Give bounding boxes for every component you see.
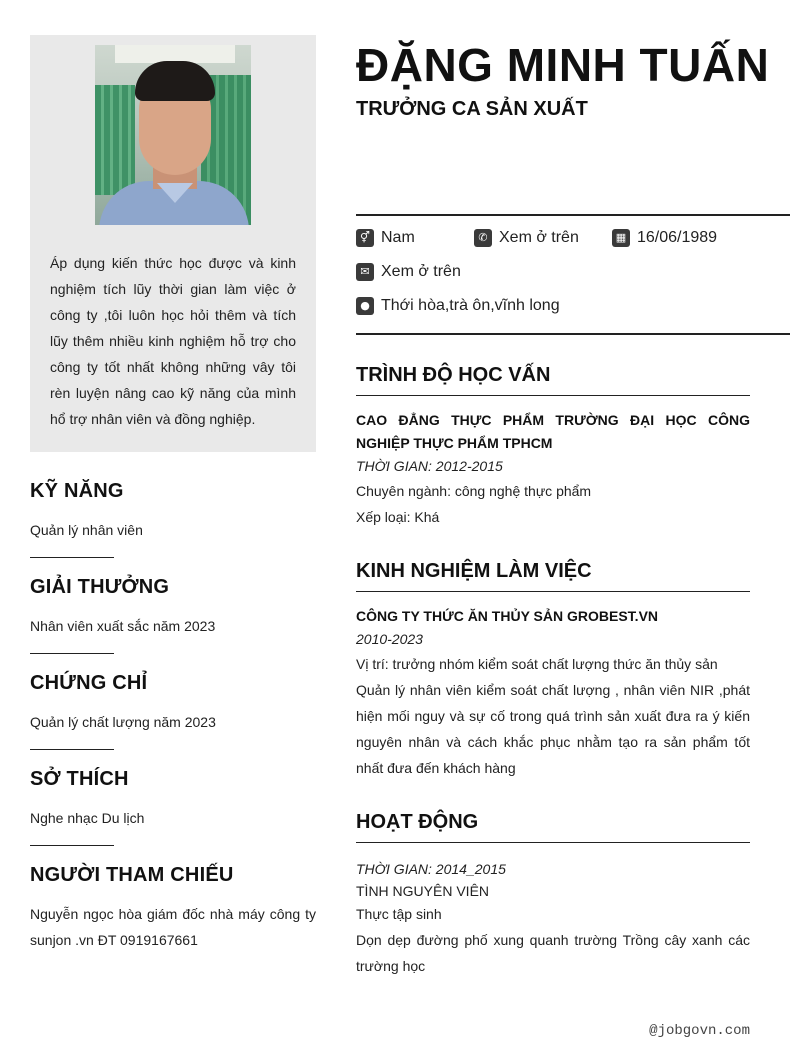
experience-section	[356, 560, 750, 781]
education-rank: Xếp loại: Khá	[356, 509, 440, 525]
profile-photo	[95, 45, 251, 225]
contact-address	[356, 297, 560, 315]
gender-icon: ⚥	[356, 229, 374, 247]
awards-text: Nhân viên xuất sắc năm 2023	[30, 618, 216, 634]
address-value: Thới hòa,trà ôn,vĩnh long	[381, 297, 560, 314]
certificates-title: CHỨNG CHỈ	[30, 672, 148, 694]
email-value: Xem ở trên	[381, 263, 461, 280]
skills-text: Quản lý nhân viên	[30, 522, 143, 538]
hobbies-section	[30, 768, 316, 846]
activities-section	[356, 811, 750, 979]
email-icon: ✉	[356, 263, 374, 281]
experience-position: Vị trí: trưởng nhóm kiểm soát chất lượng thức ăn thủy sản	[356, 656, 718, 672]
profile-box	[30, 35, 316, 452]
divider	[30, 653, 114, 654]
divider	[30, 845, 114, 846]
phone-icon: ✆	[474, 229, 492, 247]
education-title: TRÌNH ĐỘ HỌC VẤN	[356, 364, 551, 386]
birthday-value: 16/06/1989	[637, 229, 718, 246]
summary-text: Áp dụng kiến thức học được và kinh nghiệm tích lũy thời gian làm việc ở công ty ,tôi luôn học hỏi thêm và tích lũy thêm nhiều kinh nghiệm hỗ trợ cho công ty tốt nhất không những vây tôi rèn luyện nâng cao kỹ năng của mình hổ trợ nhân viên và đồng nghiệp.	[50, 255, 296, 427]
job-title: TRƯỞNG CA SẢN XUẤT	[356, 98, 588, 120]
section-rule	[356, 395, 750, 396]
awards-section	[30, 576, 316, 654]
section-rule	[356, 591, 750, 592]
education-school: CAO ĐẲNG THỰC PHẨM TRƯỜNG ĐẠI HỌC CÔNG NGHIỆP THỰC PHẨM TPHCM	[356, 412, 750, 451]
calendar-icon: ▦	[612, 229, 630, 247]
experience-company: CÔNG TY THỨC ĂN THỦY SẢN GROBEST.VN	[356, 608, 659, 624]
references-title: NGƯỜI THAM CHIẾU	[30, 864, 234, 886]
contact-birthday	[612, 229, 717, 247]
activities-org: TÌNH NGUYÊN VIÊN	[356, 883, 490, 899]
candidate-name: ĐẶNG MINH TUẤN	[356, 39, 770, 91]
contact-bottom-rule	[356, 333, 790, 335]
contact-phone	[474, 229, 579, 247]
contact-top-rule	[356, 214, 790, 216]
divider	[30, 557, 114, 558]
contact-email	[356, 263, 461, 281]
experience-title: KINH NGHIỆM LÀM VIỆC	[356, 560, 592, 582]
left-column	[30, 35, 316, 953]
certificates-section	[30, 672, 316, 750]
activities-role: Thực tập sinh	[356, 906, 442, 922]
references-section	[30, 864, 316, 953]
hobbies-text: Nghe nhạc Du lịch	[30, 810, 145, 826]
location-icon: ●	[356, 297, 374, 315]
experience-description: Quản lý nhân viên kiểm soát chất lượng , nhân viên NIR ,phát hiện mối nguy và sự cố trong quá trình sản xuất đưa ra ý kiến nguyên nhân và cách khắc phục nhằm tạo ra sản phẩm tốt nhất đưa đến khách hàng	[356, 682, 750, 776]
activities-time: THỜI GIAN: 2014_2015	[356, 861, 506, 877]
certificates-text: Quản lý chất lượng năm 2023	[30, 714, 216, 730]
phone-value: Xem ở trên	[499, 229, 579, 246]
activities-title: HOẠT ĐỘNG	[356, 811, 479, 833]
references-text: Nguyễn ngọc hòa giám đốc nhà máy công ty sunjon .vn ĐT 0919167661	[30, 906, 316, 948]
experience-time: 2010-2023	[356, 631, 423, 647]
education-section	[356, 364, 750, 530]
contact-gender	[356, 229, 415, 247]
gender-value: Nam	[381, 229, 415, 246]
footer-watermark: @jobgovn.com	[649, 1023, 750, 1039]
education-major: Chuyên ngành: công nghệ thực phẩm	[356, 483, 592, 499]
section-rule	[356, 842, 750, 843]
skills-section	[30, 480, 316, 558]
skills-title: KỸ NĂNG	[30, 480, 124, 502]
awards-title: GIẢI THƯỞNG	[30, 576, 170, 598]
divider	[30, 749, 114, 750]
activities-description: Dọn dẹp đường phố xung quanh trường Trồng cây xanh các trường học	[356, 932, 750, 974]
hobbies-title: SỞ THÍCH	[30, 768, 129, 790]
education-time: THỜI GIAN: 2012-2015	[356, 458, 503, 474]
